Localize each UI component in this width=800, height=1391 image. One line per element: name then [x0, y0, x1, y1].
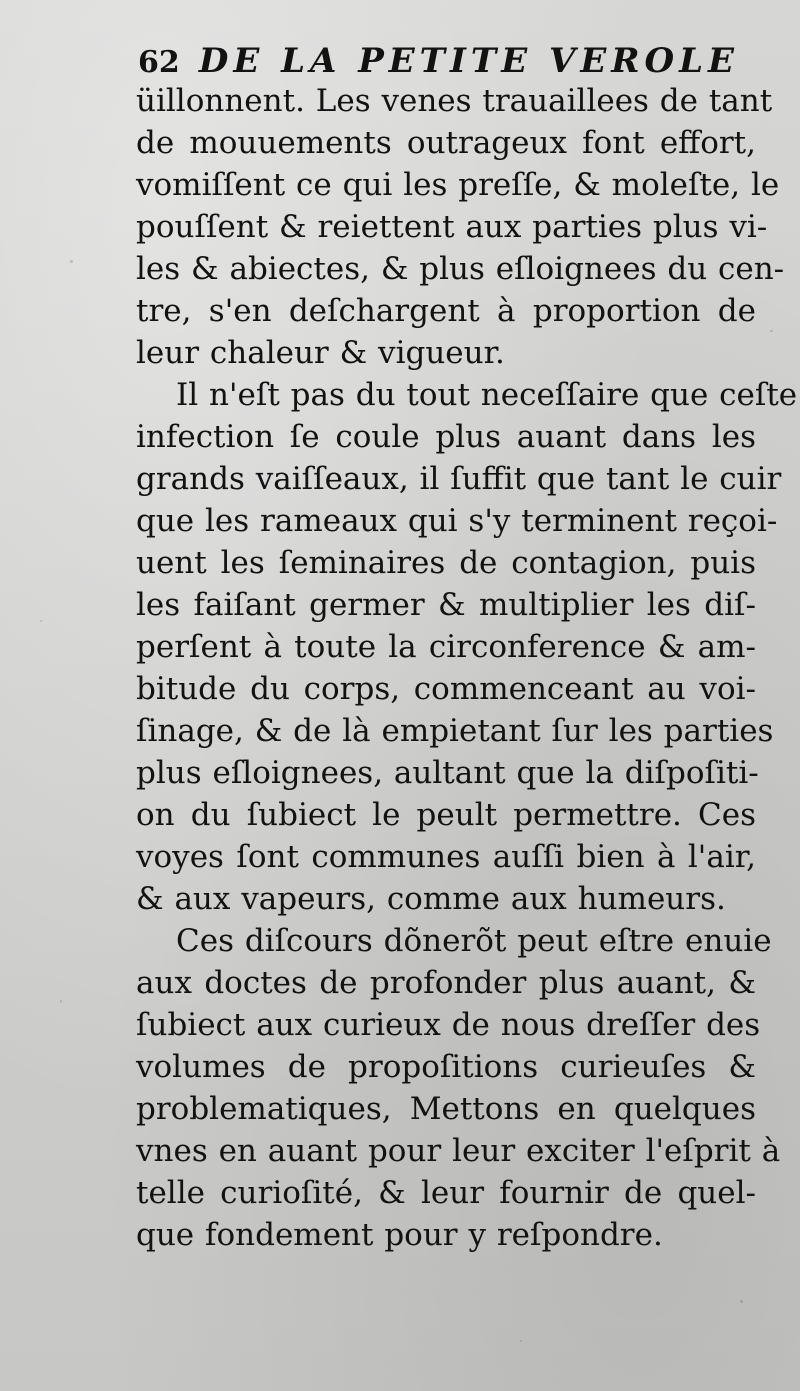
text-line: infection ſe coule plus auant dans les	[136, 419, 756, 455]
text-line: tre, s'en deſchargent à proportion de	[136, 293, 756, 329]
text-line: voyes ſont communes auſſi bien à l'air,	[136, 839, 756, 875]
text-line: grands vaiſſeaux, il ſuffit que tant le cuir	[136, 461, 782, 497]
text-line: volumes de propoſitions curieuſes &	[136, 1049, 756, 1085]
text-line: problematiques, Mettons en quelques	[136, 1091, 756, 1127]
text-line: que fondement pour y reſpondre.	[136, 1217, 663, 1253]
text-line: aux doctes de profonder plus auant, &	[136, 965, 756, 1001]
text-line: üillonnent. Les venes trauaillees de tant	[136, 83, 773, 119]
text-line: Il n'eſt pas du tout neceſſaire que ceſte	[176, 377, 798, 413]
text-line: les & abiectes, & plus eſloignees du cen-	[136, 251, 785, 287]
text-line: vomiſſent ce qui les preſſe, & moleſte, le	[136, 167, 780, 203]
text-line: plus eſloignees, aultant que la diſpoſiti-	[136, 755, 759, 791]
text-line: ſubiect aux curieux de nous dreſſer des	[136, 1007, 761, 1043]
text-line: leur chaleur & vigueur.	[136, 335, 505, 371]
text-line: que les rameaux qui s'y terminent reçoi-	[136, 503, 778, 539]
text-line: les faiſant germer & multiplier les diſ-	[136, 587, 756, 623]
text-line: telle curioſité, & leur fournir de quel-	[136, 1175, 756, 1211]
text-line: pouſſent & reiettent aux parties plus vi-	[136, 209, 768, 245]
text-line: ſinage, & de là empietant ſur les parties	[136, 713, 774, 749]
text-line: vnes en auant pour leur exciter l'eſprit à	[136, 1133, 781, 1169]
text-line: bitude du corps, commenceant au voi-	[136, 671, 756, 707]
body-text	[136, 80, 798, 1256]
text-line: & aux vapeurs, comme aux humeurs.	[136, 881, 726, 917]
text-line: on du ſubiect le peult permettre. Ces	[136, 797, 756, 833]
text-line: Ces diſcours dõnerõt peut eſtre enuie	[176, 923, 772, 959]
running-head: DE LA PETITE VEROLE	[198, 41, 739, 81]
text-line: uent les ſeminaires de contagion, puis	[136, 545, 756, 581]
page-header	[138, 36, 738, 86]
text-line: perſent à toute la circonference & am-	[136, 629, 756, 665]
page-number: 62	[138, 45, 180, 80]
text-line: de mouuements outrageux font effort,	[136, 125, 756, 161]
